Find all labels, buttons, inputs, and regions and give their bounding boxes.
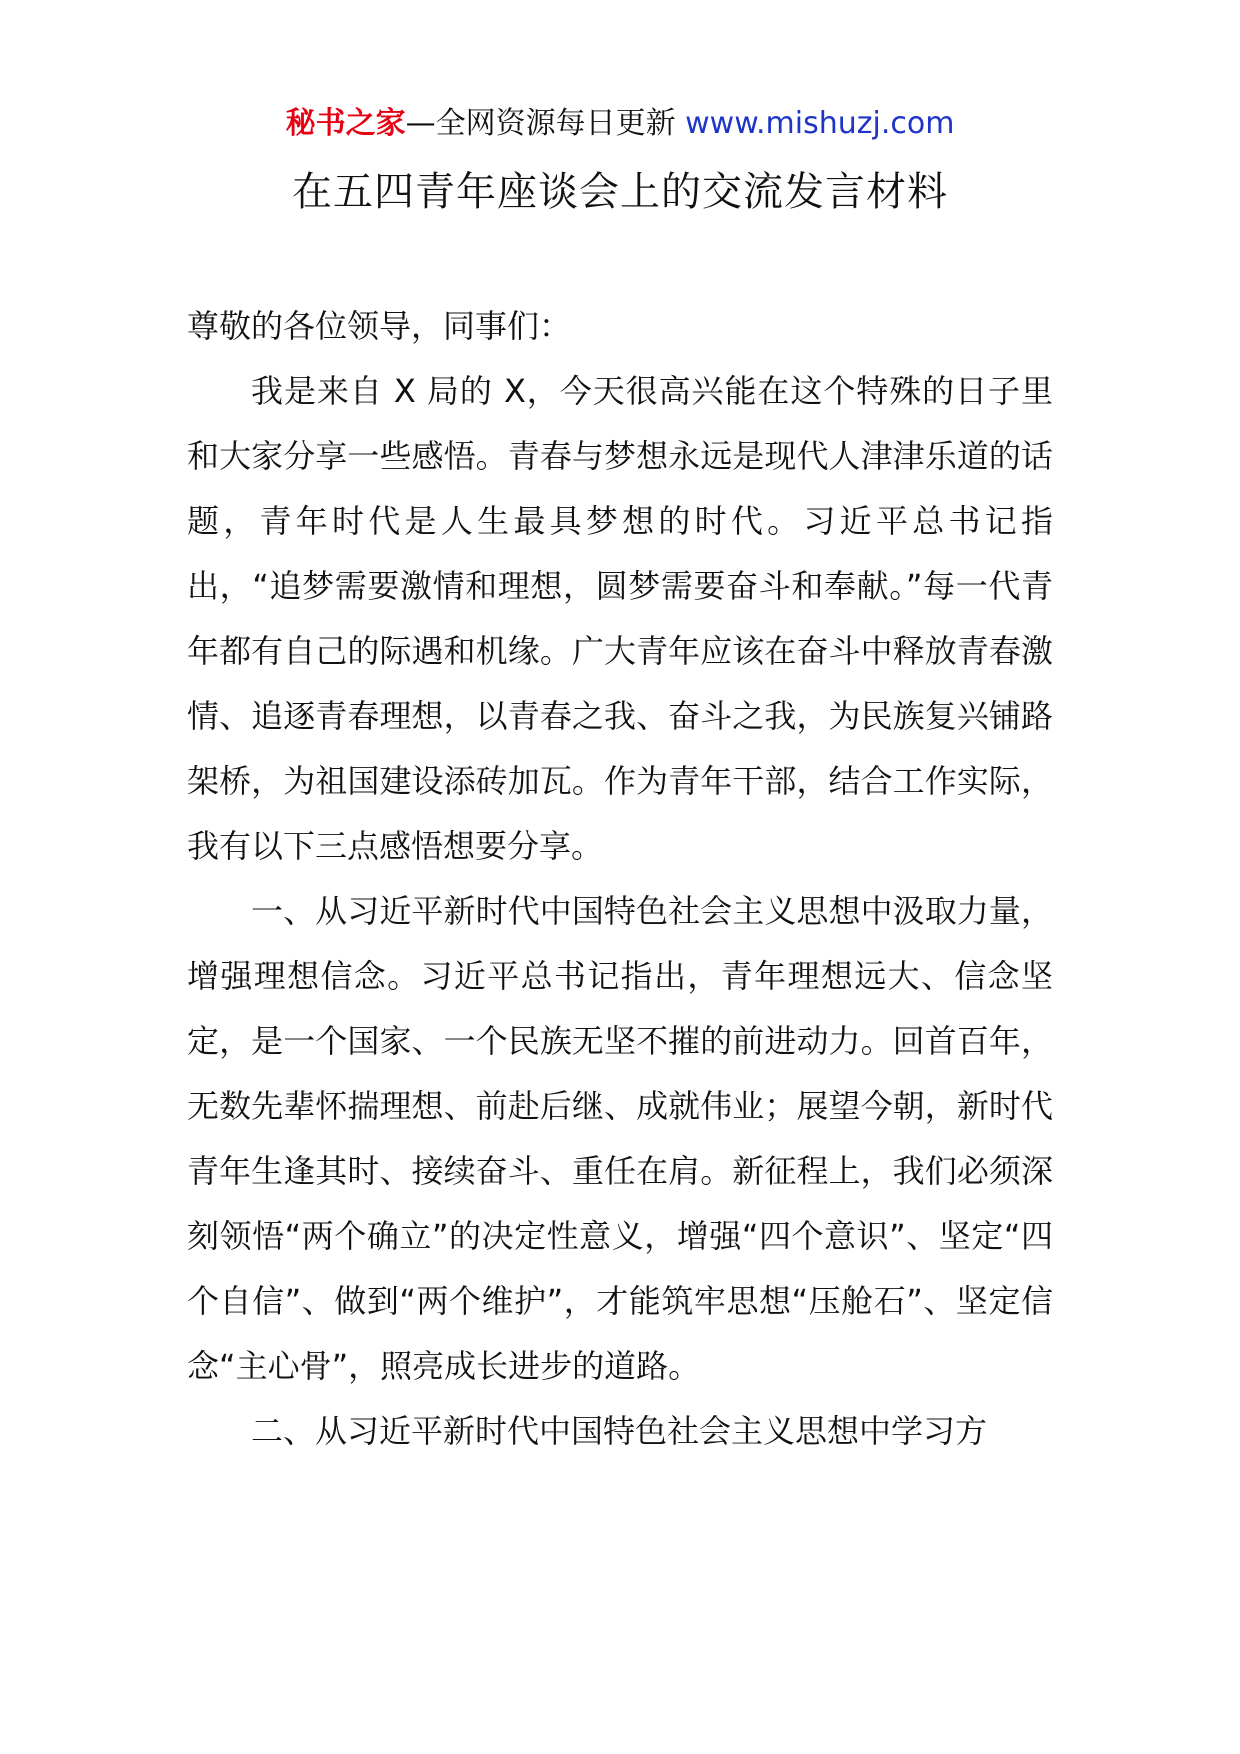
salutation: 尊敬的各位领导，同事们： <box>187 307 572 345</box>
paragraph-intro: 我是来自 X 局的 X，今天很高兴能在这个特殊的日子里和大家分享一些感悟。青春与梦想永远是现代人津津乐道的话题，青年时代是人生最具梦想的时代。习近平总书记指出，“追梦需要激情和理想，圆梦需要奋斗和奉献。”每一代青年都有自己的际遇和机缘。广大青年应该在奋斗中释放青春激情、追逐青春理想，以青春之我、奋斗之我，为民族复兴铺路架桥，为祖国建设添砖加瓦。作为青年干部，结合工作实际，我有以下三点感悟想要分享。 <box>187 372 1053 865</box>
site-header <box>0 104 1240 144</box>
site-slogan: —全网资源每日更新 <box>405 106 686 141</box>
paragraph-section-two: 二、从习近平新时代中国特色社会主义思想中学习方 <box>251 1412 988 1450</box>
document-body <box>187 294 1053 1464</box>
document-title: 在五四青年座谈会上的交流发言材料 <box>292 169 948 215</box>
paragraph-section-one: 一、从习近平新时代中国特色社会主义思想中汲取力量，增强理想信念。习近平总书记指出，青年理想远大、信念坚定，是一个国家、一个民族无坚不摧的前进动力。回首百年，无数先辈怀揣理想、前赴后继、成就伟业；展望今朝，新时代青年生逢其时、接续奋斗、重任在肩。新征程上，我们必须深刻领悟“两个确立”的决定性意义，增强“四个意识”、坚定“四个自信”、做到“两个维护”，才能筑牢思想“压舱石”、坚定信念“主心骨”，照亮成长进步的道路。 <box>187 892 1053 1385</box>
site-brand: 秘书之家 <box>285 106 406 141</box>
site-url-link[interactable]: www.mishuzj.com <box>685 106 955 141</box>
